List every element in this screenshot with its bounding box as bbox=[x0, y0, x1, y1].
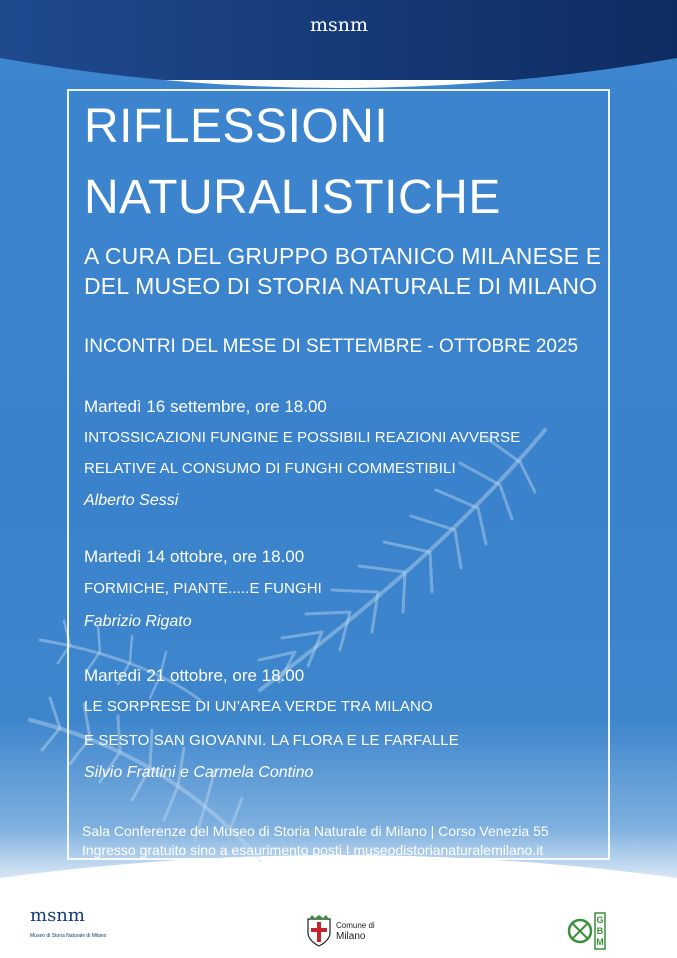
event-1-title-line-2: RELATIVE AL CONSUMO DI FUNGHI COMMESTIBILI bbox=[84, 460, 456, 477]
admission-line: Ingresso gratuito sino a esaurimento posti | museodistorianaturalemilano.it bbox=[82, 842, 544, 858]
event-1-author: Alberto Sessi bbox=[84, 492, 179, 509]
msnm-logo: msnm Museo di Storia Naturale di Milano bbox=[30, 905, 107, 939]
gbm-logo: GBM bbox=[567, 911, 607, 951]
subtitle-line-1: A CURA DEL GRUPPO BOTANICO MILANESE E bbox=[84, 243, 602, 269]
subtitle-line-2: DEL MUSEO DI STORIA NATURALE DI MILANO bbox=[84, 273, 598, 299]
header-msnm-logo: msnm bbox=[309, 14, 369, 36]
venue-line: Sala Conferenze del Museo di Storia Naturale di Milano | Corso Venezia 55 bbox=[82, 823, 549, 839]
milano-crest-icon bbox=[306, 915, 332, 947]
event-2-author: Fabrizio Rigato bbox=[84, 613, 192, 630]
program-banner: INCONTRI DEL MESE DI SETTEMBRE - OTTOBRE 2025 bbox=[84, 336, 579, 357]
event-3-author: Silvio Frattini e Carmela Contino bbox=[84, 764, 314, 781]
event-3-title-line-2: E SESTO SAN GIOVANNI. LA FLORA E LE FARFALLE bbox=[84, 732, 459, 749]
event-3-title-line-1: LE SORPRESE DI UN’AREA VERDE TRA MILANO bbox=[84, 698, 433, 715]
title-line-1: RIFLESSIONI bbox=[84, 100, 389, 153]
event-2-title-line-1: FORMICHE, PIANTE.....E FUNGHI bbox=[84, 580, 322, 597]
event-3-date: Martedì 21 ottobre, ore 18.00 bbox=[84, 666, 305, 685]
event-2-date: Martedì 14 ottobre, ore 18.00 bbox=[84, 547, 305, 566]
event-1-date: Martedì 16 settembre, ore 18.00 bbox=[84, 397, 327, 416]
event-1-title-line-1: INTOSSICAZIONI FUNGINE E POSSIBILI REAZIONI AVVERSE bbox=[84, 429, 521, 446]
comune-milano-logo: Comune di Milano bbox=[306, 913, 376, 949]
title-line-2: NATURALISTICHE bbox=[84, 171, 501, 224]
